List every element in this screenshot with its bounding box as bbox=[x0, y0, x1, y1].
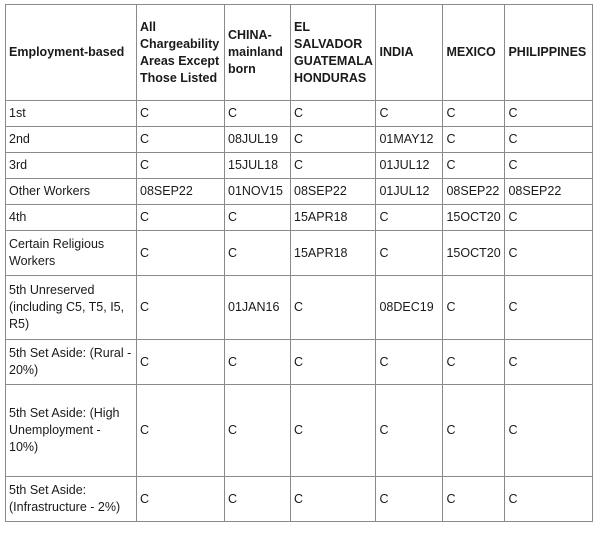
table-cell: C bbox=[376, 477, 443, 522]
row-category: 2nd bbox=[6, 127, 137, 153]
table-cell: C bbox=[225, 231, 291, 276]
header-philippines: PHILIPPINES bbox=[505, 5, 593, 101]
table-cell: C bbox=[291, 276, 376, 340]
table-row bbox=[6, 179, 593, 205]
table-cell: C bbox=[291, 385, 376, 477]
table-cell: C bbox=[291, 101, 376, 127]
table-cell: C bbox=[376, 385, 443, 477]
header-mexico: MEXICO bbox=[443, 5, 505, 101]
table-row bbox=[6, 477, 593, 522]
table-cell: C bbox=[137, 340, 225, 385]
row-category: 1st bbox=[6, 101, 137, 127]
table-cell: C bbox=[137, 231, 225, 276]
table-cell: 08DEC19 bbox=[376, 276, 443, 340]
table-cell: C bbox=[443, 101, 505, 127]
table-cell: C bbox=[376, 205, 443, 231]
table-row bbox=[6, 127, 593, 153]
table-cell: 08SEP22 bbox=[505, 179, 593, 205]
table-cell: C bbox=[505, 205, 593, 231]
header-all-chargeability: All Chargeability Areas Except Those Listed bbox=[137, 5, 225, 101]
table-cell: C bbox=[376, 340, 443, 385]
table-cell: 15OCT20 bbox=[443, 205, 505, 231]
row-category: 3rd bbox=[6, 153, 137, 179]
table-cell: 08SEP22 bbox=[443, 179, 505, 205]
table-cell: C bbox=[137, 477, 225, 522]
table-cell: C bbox=[137, 127, 225, 153]
table-row bbox=[6, 205, 593, 231]
table-row bbox=[6, 231, 593, 276]
table-row bbox=[6, 153, 593, 179]
table-cell: C bbox=[505, 153, 593, 179]
table-row bbox=[6, 385, 593, 477]
header-el-salvador-guatemala-honduras: EL SALVADOR GUATEMALA HONDURAS bbox=[291, 5, 376, 101]
table-cell: C bbox=[505, 340, 593, 385]
table-cell: 08SEP22 bbox=[137, 179, 225, 205]
table-cell: C bbox=[137, 205, 225, 231]
table-row bbox=[6, 276, 593, 340]
table-cell: C bbox=[225, 101, 291, 127]
table-cell: C bbox=[443, 385, 505, 477]
table-cell: C bbox=[291, 340, 376, 385]
table-cell: 08SEP22 bbox=[291, 179, 376, 205]
employment-based-dates-table bbox=[5, 4, 593, 522]
row-category: Certain Religious Workers bbox=[6, 231, 137, 276]
table-cell: C bbox=[443, 153, 505, 179]
row-category: 5th Unreserved (including C5, T5, I5, R5) bbox=[6, 276, 137, 340]
table-cell: C bbox=[225, 477, 291, 522]
table-row bbox=[6, 101, 593, 127]
table-cell: C bbox=[225, 205, 291, 231]
row-category: 5th Set Aside: (High Unemployment - 10%) bbox=[6, 385, 137, 477]
table-cell: C bbox=[225, 385, 291, 477]
table-cell: C bbox=[505, 477, 593, 522]
header-row bbox=[6, 5, 593, 101]
table-cell: 01MAY12 bbox=[376, 127, 443, 153]
table-cell: C bbox=[376, 231, 443, 276]
table-cell: 15JUL18 bbox=[225, 153, 291, 179]
table-cell: C bbox=[505, 276, 593, 340]
table-cell: 01JUL12 bbox=[376, 153, 443, 179]
table-cell: 15APR18 bbox=[291, 231, 376, 276]
table-row bbox=[6, 340, 593, 385]
table-cell: C bbox=[505, 127, 593, 153]
table-cell: 15OCT20 bbox=[443, 231, 505, 276]
table-cell: 01JAN16 bbox=[225, 276, 291, 340]
table-cell: C bbox=[137, 385, 225, 477]
row-category: 5th Set Aside: (Rural - 20%) bbox=[6, 340, 137, 385]
table-cell: C bbox=[505, 101, 593, 127]
table-cell: C bbox=[137, 276, 225, 340]
header-employment-based: Employment-based bbox=[6, 5, 137, 101]
table-cell: C bbox=[376, 101, 443, 127]
table-cell: C bbox=[291, 477, 376, 522]
table-cell: C bbox=[291, 153, 376, 179]
table-cell: C bbox=[505, 385, 593, 477]
table-cell: C bbox=[291, 127, 376, 153]
table-cell: C bbox=[443, 340, 505, 385]
table-cell: C bbox=[225, 340, 291, 385]
table-cell: 15APR18 bbox=[291, 205, 376, 231]
header-china: CHINA-mainland born bbox=[225, 5, 291, 101]
table-cell: C bbox=[137, 153, 225, 179]
visa-bulletin-table-container bbox=[5, 4, 593, 522]
row-category: 4th bbox=[6, 205, 137, 231]
header-india: INDIA bbox=[376, 5, 443, 101]
table-cell: C bbox=[443, 276, 505, 340]
table-cell: 01JUL12 bbox=[376, 179, 443, 205]
table-cell: 01NOV15 bbox=[225, 179, 291, 205]
row-category: Other Workers bbox=[6, 179, 137, 205]
row-category: 5th Set Aside: (Infrastructure - 2%) bbox=[6, 477, 137, 522]
table-cell: C bbox=[505, 231, 593, 276]
table-cell: C bbox=[137, 101, 225, 127]
table-cell: 08JUL19 bbox=[225, 127, 291, 153]
table-cell: C bbox=[443, 477, 505, 522]
table-cell: C bbox=[443, 127, 505, 153]
